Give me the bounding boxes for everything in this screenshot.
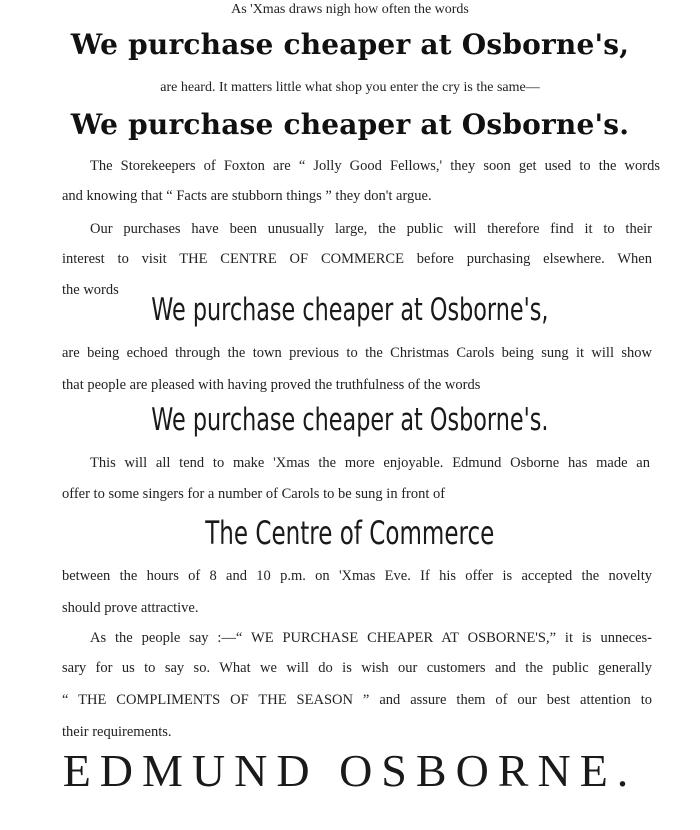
intro-line: As 'Xmas draws nigh how often the words xyxy=(231,2,469,17)
paragraph-5-line-2: should prove attractive. xyxy=(62,600,199,616)
paragraph-6-line-3: “ THE COMPLIMENTS OF THE SEASON ” and assure them of our best attention to xyxy=(62,692,652,708)
paragraph-6-line-4: their requirements. xyxy=(62,724,172,740)
paragraph-1-line-2: and knowing that “ Facts are stubborn things ” they don't argue. xyxy=(62,188,432,204)
paragraph-6-line-2: sary for us to say so. What we will do is wish our customers and the public generally xyxy=(62,660,652,676)
paragraph-2-line-3: the words xyxy=(62,282,119,298)
paragraph-5-line-1: between the hours of 8 and 10 p.m. on 'Xmas Eve. If his offer is accepted the novelty xyxy=(62,568,652,584)
slogan-heading-3: We purchase cheaper at Osborne's, xyxy=(151,292,549,328)
slogan-heading-1: We purchase cheaper at Osborne's, xyxy=(70,28,630,61)
paragraph-3-line-2: that people are pleased with having proved the truthfulness of the words xyxy=(62,377,481,393)
slogan-heading-3-wrap xyxy=(0,292,700,328)
slogan-heading-2: We purchase cheaper at Osborne's. xyxy=(70,108,630,141)
centre-of-commerce-heading: The Centre of Commerce xyxy=(205,514,495,552)
heard-line: are heard. It matters little what shop you enter the cry is the same— xyxy=(160,80,540,95)
centre-heading-wrap xyxy=(0,514,700,552)
paragraph-1-line-1: The Storekeepers of Foxton are “ Jolly Good Fellows,' they soon get used to the words xyxy=(90,158,660,174)
paragraph-4-line-2: offer to some singers for a number of Carols to be sung in front of xyxy=(62,486,446,502)
paragraph-6-line-1: As the people say :—“ WE PURCHASE CHEAPER AT OSBORNE'S,” it is unneces- xyxy=(90,630,652,646)
paragraph-2-line-2: interest to visit THE CENTRE OF COMMERCE before purchasing elsewhere. When xyxy=(62,251,652,267)
paragraph-4-line-1: This will all tend to make 'Xmas the more enjoyable. Edmund Osborne has made an xyxy=(90,455,650,471)
slogan-heading-4: We purchase cheaper at Osborne's. xyxy=(151,402,549,438)
signature-edmund-osborne: EDMUND OSBORNE. xyxy=(62,745,638,796)
paragraph-2-line-1: Our purchases have been unusually large, the public will therefore find it to their xyxy=(90,221,652,237)
paragraph-3-line-1: are being echoed through the town previous to the Christmas Carols being sung it will show xyxy=(62,345,652,361)
slogan-heading-4-wrap xyxy=(0,402,700,438)
